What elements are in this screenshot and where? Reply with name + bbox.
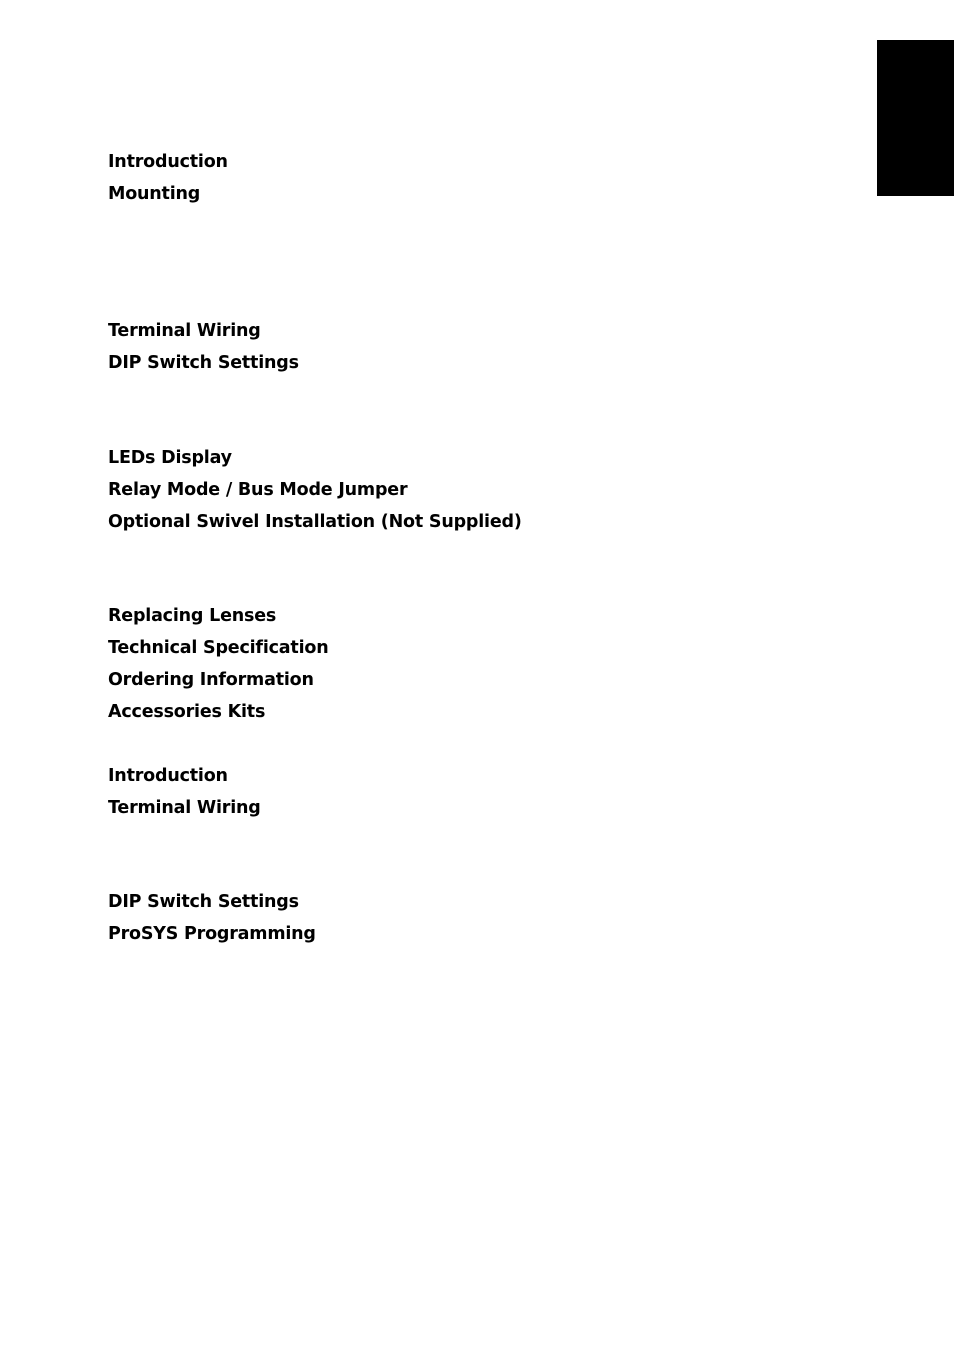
toc-item-optional-swivel-installation[interactable]: Optional Swivel Installation (Not Supplied): [108, 512, 522, 532]
toc-item-dip-switch-settings-2[interactable]: DIP Switch Settings: [108, 892, 299, 912]
toc-item-terminal-wiring[interactable]: Terminal Wiring: [108, 321, 261, 341]
toc-item-leds-display[interactable]: LEDs Display: [108, 448, 232, 468]
toc-item-replacing-lenses[interactable]: Replacing Lenses: [108, 606, 277, 626]
toc-item-ordering-information[interactable]: Ordering Information: [108, 670, 314, 690]
toc-item-technical-specification[interactable]: Technical Specification: [108, 638, 329, 658]
toc-item-mounting[interactable]: Mounting: [108, 184, 201, 204]
section-tab-marker: [877, 40, 954, 196]
table-of-contents: [108, 0, 808, 1354]
toc-item-introduction-2[interactable]: Introduction: [108, 766, 228, 786]
toc-item-prosys-programming[interactable]: ProSYS Programming: [108, 924, 316, 944]
toc-item-dip-switch-settings[interactable]: DIP Switch Settings: [108, 353, 299, 373]
toc-item-relay-bus-mode-jumper[interactable]: Relay Mode / Bus Mode Jumper: [108, 480, 408, 500]
toc-item-introduction[interactable]: Introduction: [108, 152, 228, 172]
toc-item-terminal-wiring-2[interactable]: Terminal Wiring: [108, 798, 261, 818]
toc-item-accessories-kits[interactable]: Accessories Kits: [108, 702, 266, 722]
